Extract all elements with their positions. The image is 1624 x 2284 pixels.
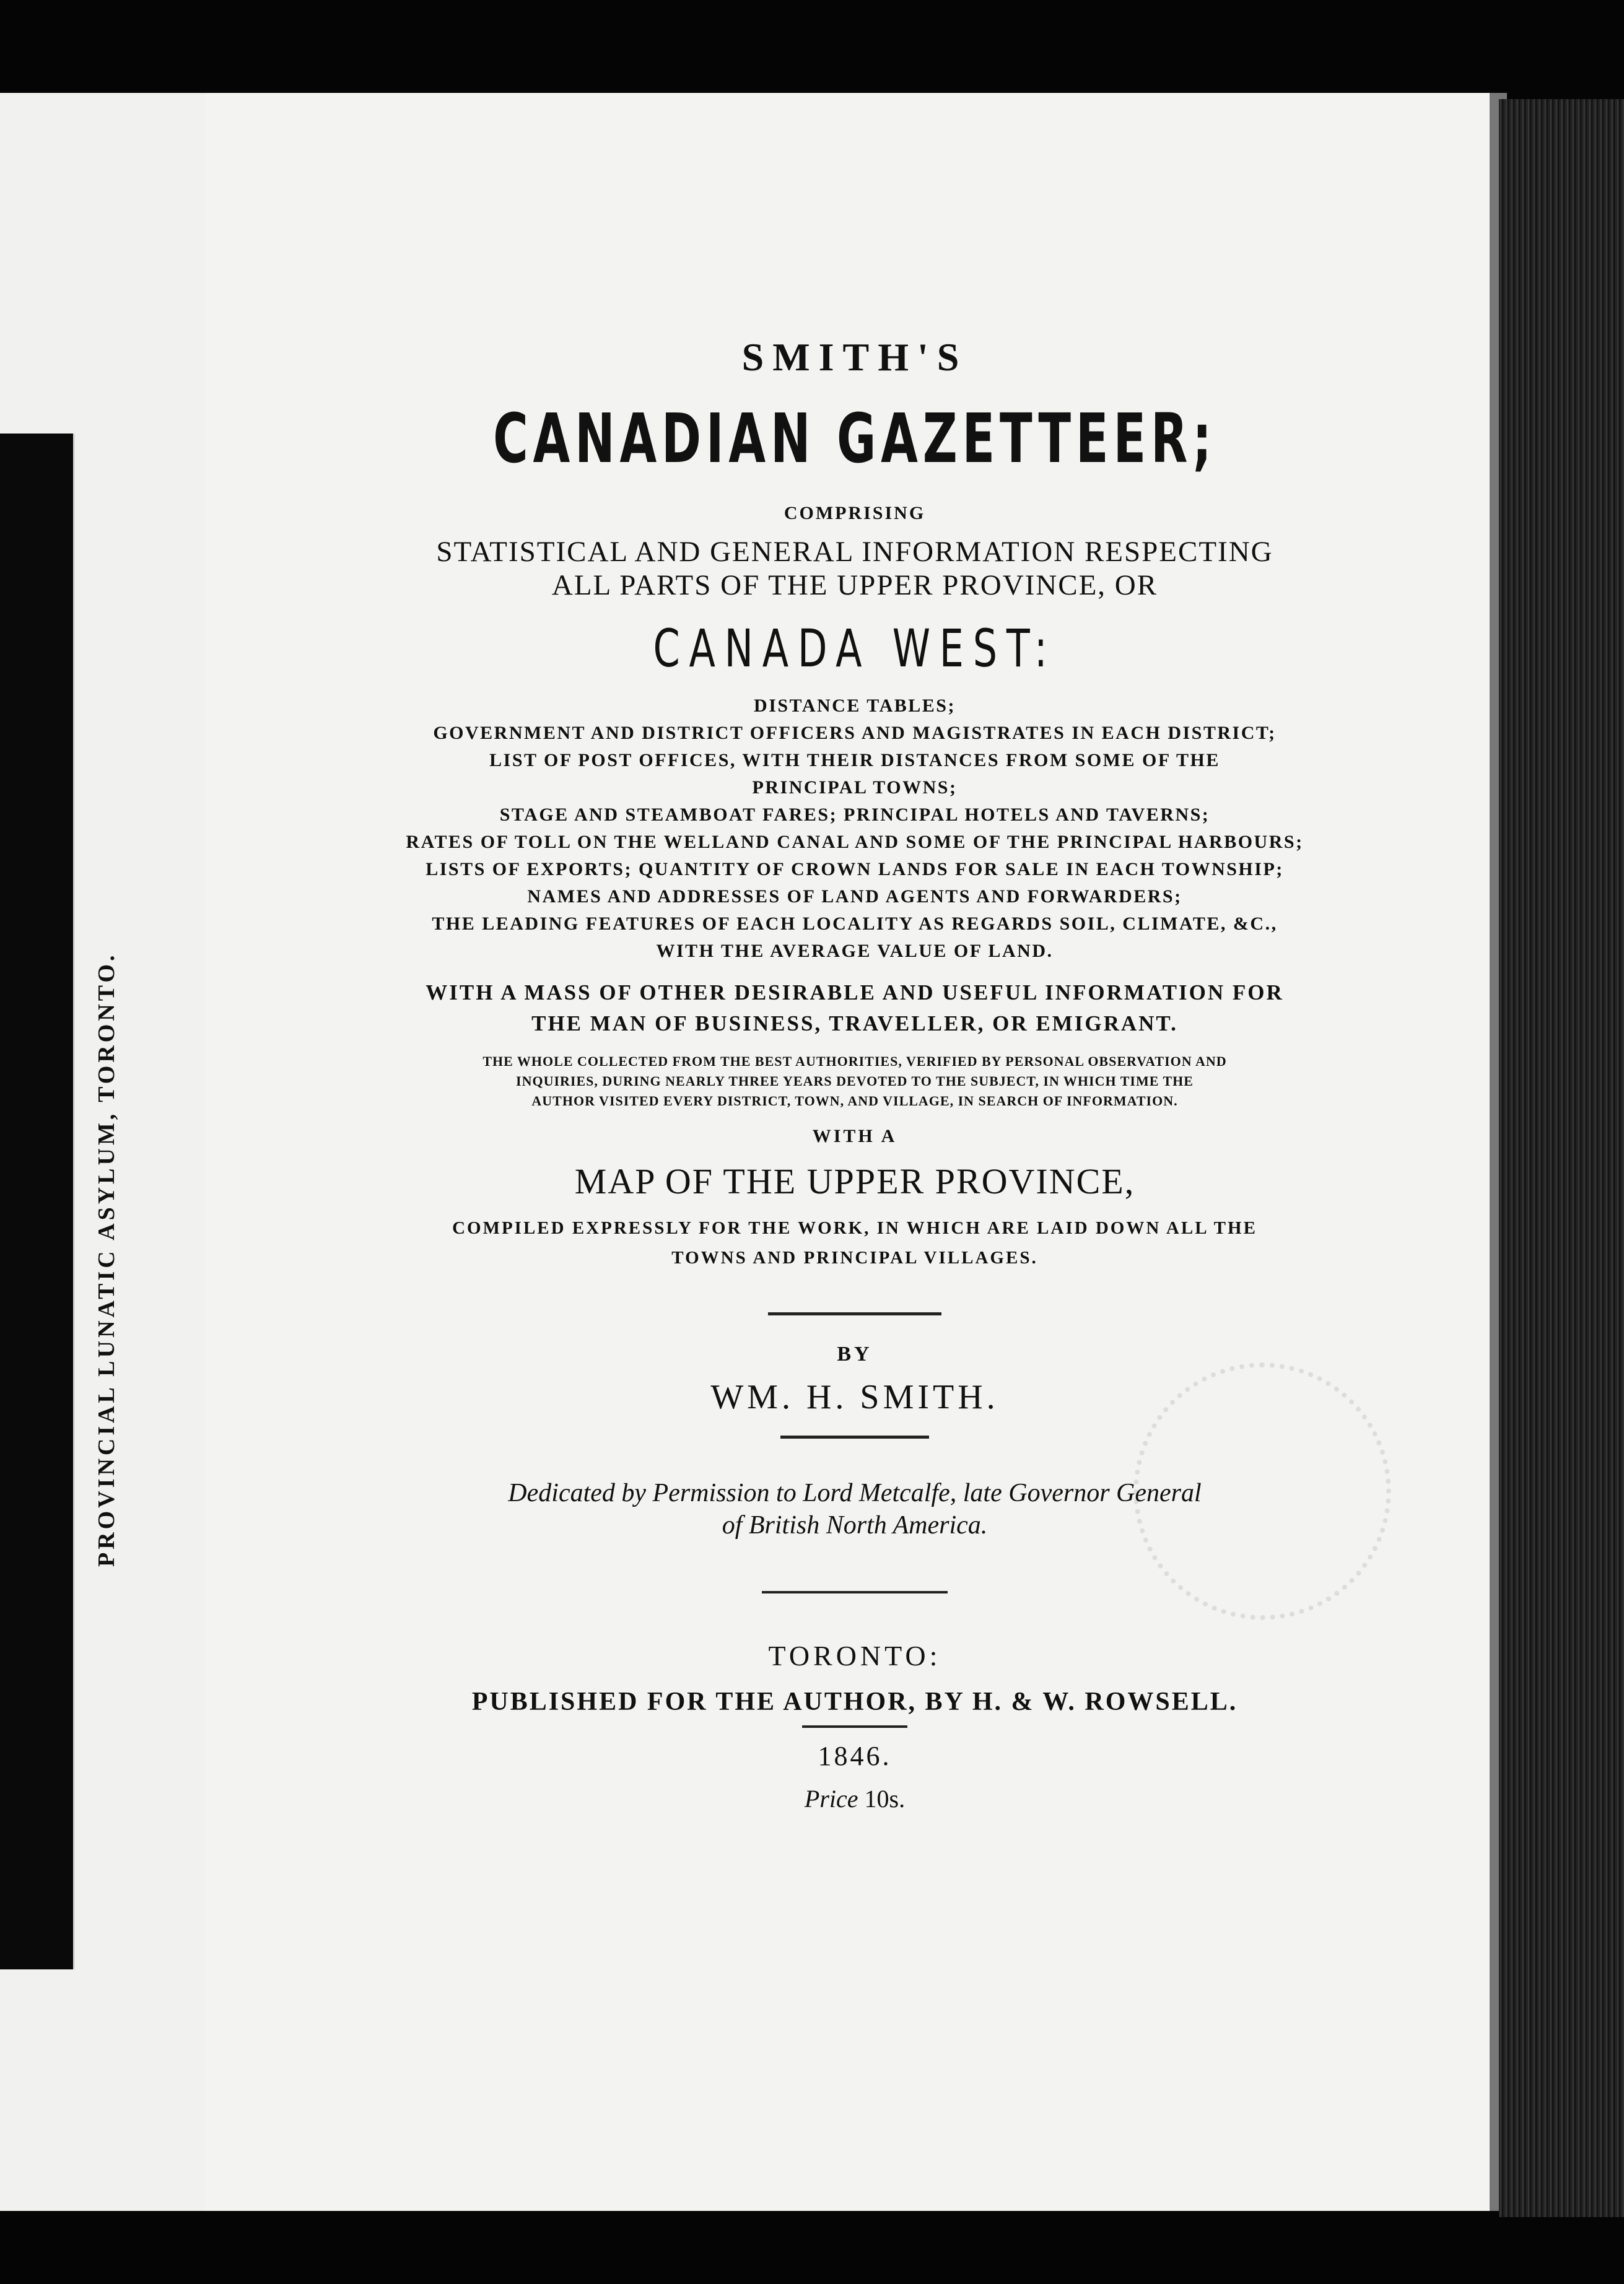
contents-line: PRINCIPAL TOWNS; bbox=[752, 777, 958, 798]
sources-block bbox=[347, 1052, 1363, 1111]
title-page-content bbox=[347, 334, 1363, 1813]
mass-line: WITH A MASS OF OTHER DESIRABLE AND USEFUL INFORMATION FOR bbox=[426, 980, 1284, 1005]
contents-line: WITH THE AVERAGE VALUE OF LAND. bbox=[656, 941, 1054, 961]
subject-line: STATISTICAL AND GENERAL INFORMATION RESPECTING bbox=[436, 536, 1273, 568]
contents-list bbox=[347, 692, 1363, 965]
map-description bbox=[347, 1213, 1363, 1273]
comprising-label: COMPRISING bbox=[784, 503, 926, 523]
dedication-line: of British North America. bbox=[722, 1511, 988, 1540]
contents-line: LIST OF POST OFFICES, WITH THEIR DISTANCES FROM SOME OF THE bbox=[489, 750, 1220, 770]
subject-line: ALL PARTS OF THE UPPER PROVINCE, OR bbox=[551, 569, 1158, 601]
contents-line: LISTS OF EXPORTS; QUANTITY OF CROWN LANDS FOR SALE IN EACH TOWNSHIP; bbox=[426, 859, 1284, 879]
map-title: MAP OF THE UPPER PROVINCE, bbox=[574, 1161, 1135, 1201]
price bbox=[347, 1784, 1363, 1813]
subject-block bbox=[347, 535, 1363, 602]
library-stamp: PROVINCIAL LUNATIC ASYLUM, TORONTO. bbox=[94, 952, 120, 1567]
imprint-year: 1846. bbox=[818, 1741, 892, 1771]
contents-line: RATES OF TOLL ON THE WELLAND CANAL AND SOME OF THE PRINCIPAL HARBOURS; bbox=[406, 832, 1304, 852]
region-title: CANADA WEST: bbox=[653, 618, 1057, 679]
contents-line: NAMES AND ADDRESSES OF LAND AGENTS AND FORWARDERS; bbox=[527, 886, 1182, 907]
sources-line: INQUIRIES, DURING NEARLY THREE YEARS DEVOTED TO THE SUBJECT, IN WHICH TIME THE bbox=[516, 1073, 1194, 1089]
left-page-dark-insert bbox=[0, 434, 75, 1969]
dedication bbox=[347, 1477, 1363, 1541]
by-label: BY bbox=[837, 1343, 873, 1366]
imprint-city: TORONTO: bbox=[768, 1640, 941, 1672]
author-name: WM. H. SMITH. bbox=[710, 1378, 999, 1416]
imprint-publisher: PUBLISHED FOR THE AUTHOR, BY H. & W. ROWSELL. bbox=[471, 1688, 1238, 1716]
map-line: COMPILED EXPRESSLY FOR THE WORK, IN WHICH ARE LAID DOWN ALL THE bbox=[452, 1218, 1257, 1238]
contents-line: STAGE AND STEAMBOAT FARES; PRINCIPAL HOTELS AND TAVERNS; bbox=[499, 804, 1210, 825]
divider-rule bbox=[762, 1591, 948, 1593]
map-line: TOWNS AND PRINCIPAL VILLAGES. bbox=[671, 1248, 1038, 1268]
divider-rule bbox=[802, 1725, 907, 1728]
book-fore-edge bbox=[1499, 99, 1624, 2217]
contents-line: DISTANCE TABLES; bbox=[754, 695, 956, 716]
sources-line: AUTHOR VISITED EVERY DISTRICT, TOWN, AND VILLAGE, IN SEARCH OF INFORMATION. bbox=[531, 1093, 1178, 1109]
contents-line: THE LEADING FEATURES OF EACH LOCALITY AS REGARDS SOIL, CLIMATE, &C., bbox=[432, 913, 1278, 934]
contents-line: GOVERNMENT AND DISTRICT OFFICERS AND MAGISTRATES IN EACH DISTRICT; bbox=[433, 723, 1277, 743]
mass-line: THE MAN OF BUSINESS, TRAVELLER, OR EMIGRANT. bbox=[531, 1011, 1178, 1035]
title-possessive: SMITH'S bbox=[741, 335, 968, 379]
sources-line: THE WHOLE COLLECTED FROM THE BEST AUTHORITIES, VERIFIED BY PERSONAL OBSERVATION AND bbox=[482, 1053, 1227, 1069]
dedication-line: Dedicated by Permission to Lord Metcalfe, late Governor General bbox=[508, 1479, 1202, 1507]
price-value: 10s. bbox=[864, 1785, 906, 1813]
divider-rule bbox=[768, 1312, 941, 1315]
mass-block bbox=[347, 977, 1363, 1039]
divider-rule bbox=[780, 1436, 929, 1439]
with-a-label: WITH A bbox=[812, 1126, 897, 1146]
main-title: CANADIAN GAZETTEER; bbox=[493, 399, 1216, 478]
price-label: Price bbox=[804, 1785, 858, 1813]
